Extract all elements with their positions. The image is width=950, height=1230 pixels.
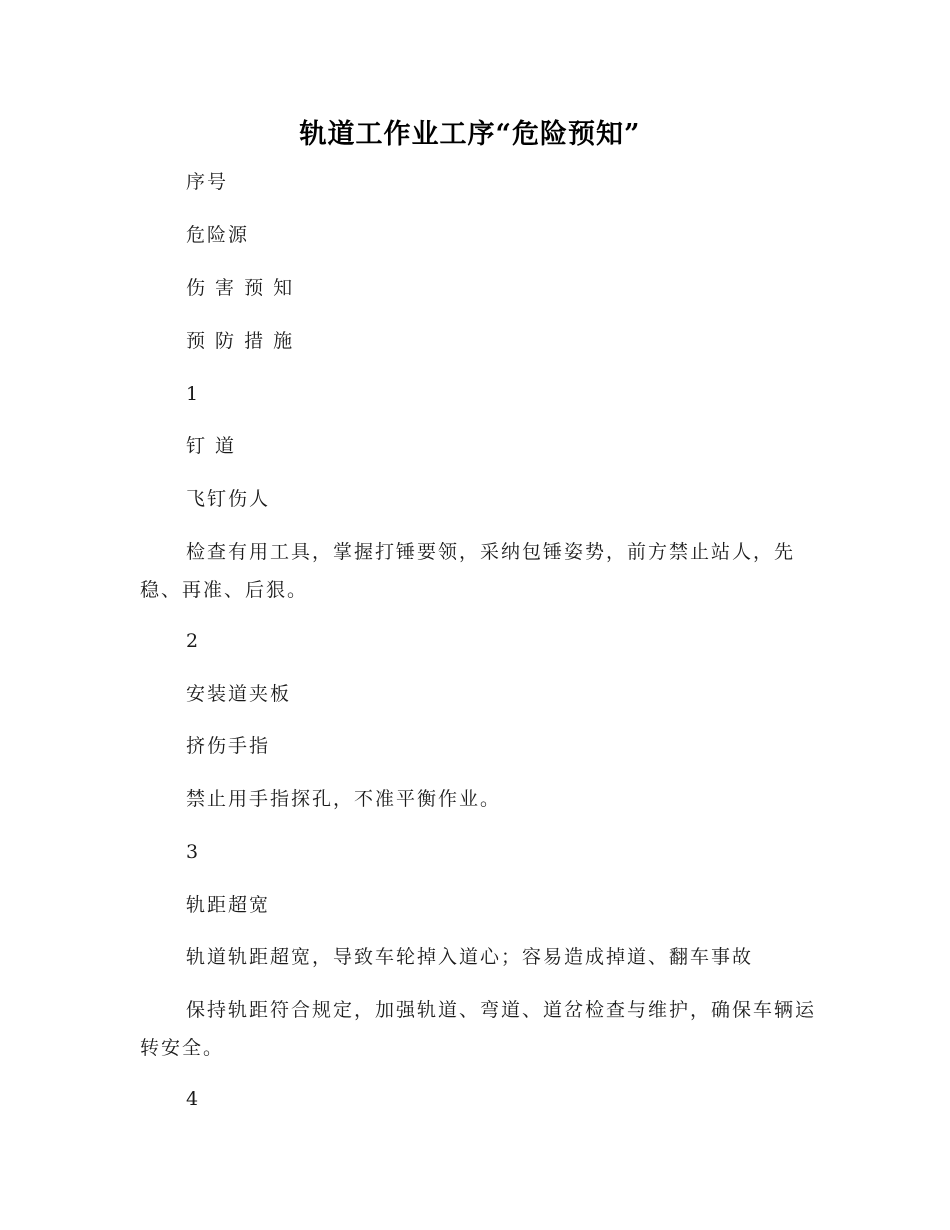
paragraph-row-3-number: 3 xyxy=(186,841,201,863)
paragraph-header-injury: 伤 害 预 知 xyxy=(186,277,295,299)
paragraph-header-hazard: 危险源 xyxy=(186,224,250,246)
paragraph-row-2-hazard: 安装道夹板 xyxy=(186,683,292,705)
paragraph-row-3-injury: 轨道轨距超宽，导致车轮掉入道心；容易造成掉道、翻车事故 xyxy=(186,946,754,968)
paragraph-row-1-hazard: 钉 道 xyxy=(186,435,237,457)
document-title: 轨道工作业工序“危险预知” xyxy=(299,119,641,150)
paragraph-row-4-number: 4 xyxy=(186,1088,201,1110)
paragraph-header-prevention: 预 防 措 施 xyxy=(186,330,295,352)
paragraph-row-1-number: 1 xyxy=(186,383,201,405)
paragraph-row-1-injury: 飞钉伤人 xyxy=(186,488,271,510)
paragraph-row-2-injury: 挤伤手指 xyxy=(186,735,271,757)
paragraph-row-2-number: 2 xyxy=(186,630,201,652)
paragraph-row-3-prevention: 保持轨距符合规定，加强轨道、弯道、道岔检查与维护，确保车辆运转安全。 xyxy=(140,999,817,1059)
paragraph-header-number: 序号 xyxy=(186,171,229,193)
paragraph-row-3-hazard: 轨距超宽 xyxy=(186,894,271,916)
paragraph-row-2-prevention: 禁止用手指探孔，不准平衡作业。 xyxy=(186,788,502,810)
paragraph-row-1-prevention: 检查有用工具，掌握打锤要领，采纳包锤姿势，前方禁止站人，先稳、再准、后狠。 xyxy=(140,541,796,601)
